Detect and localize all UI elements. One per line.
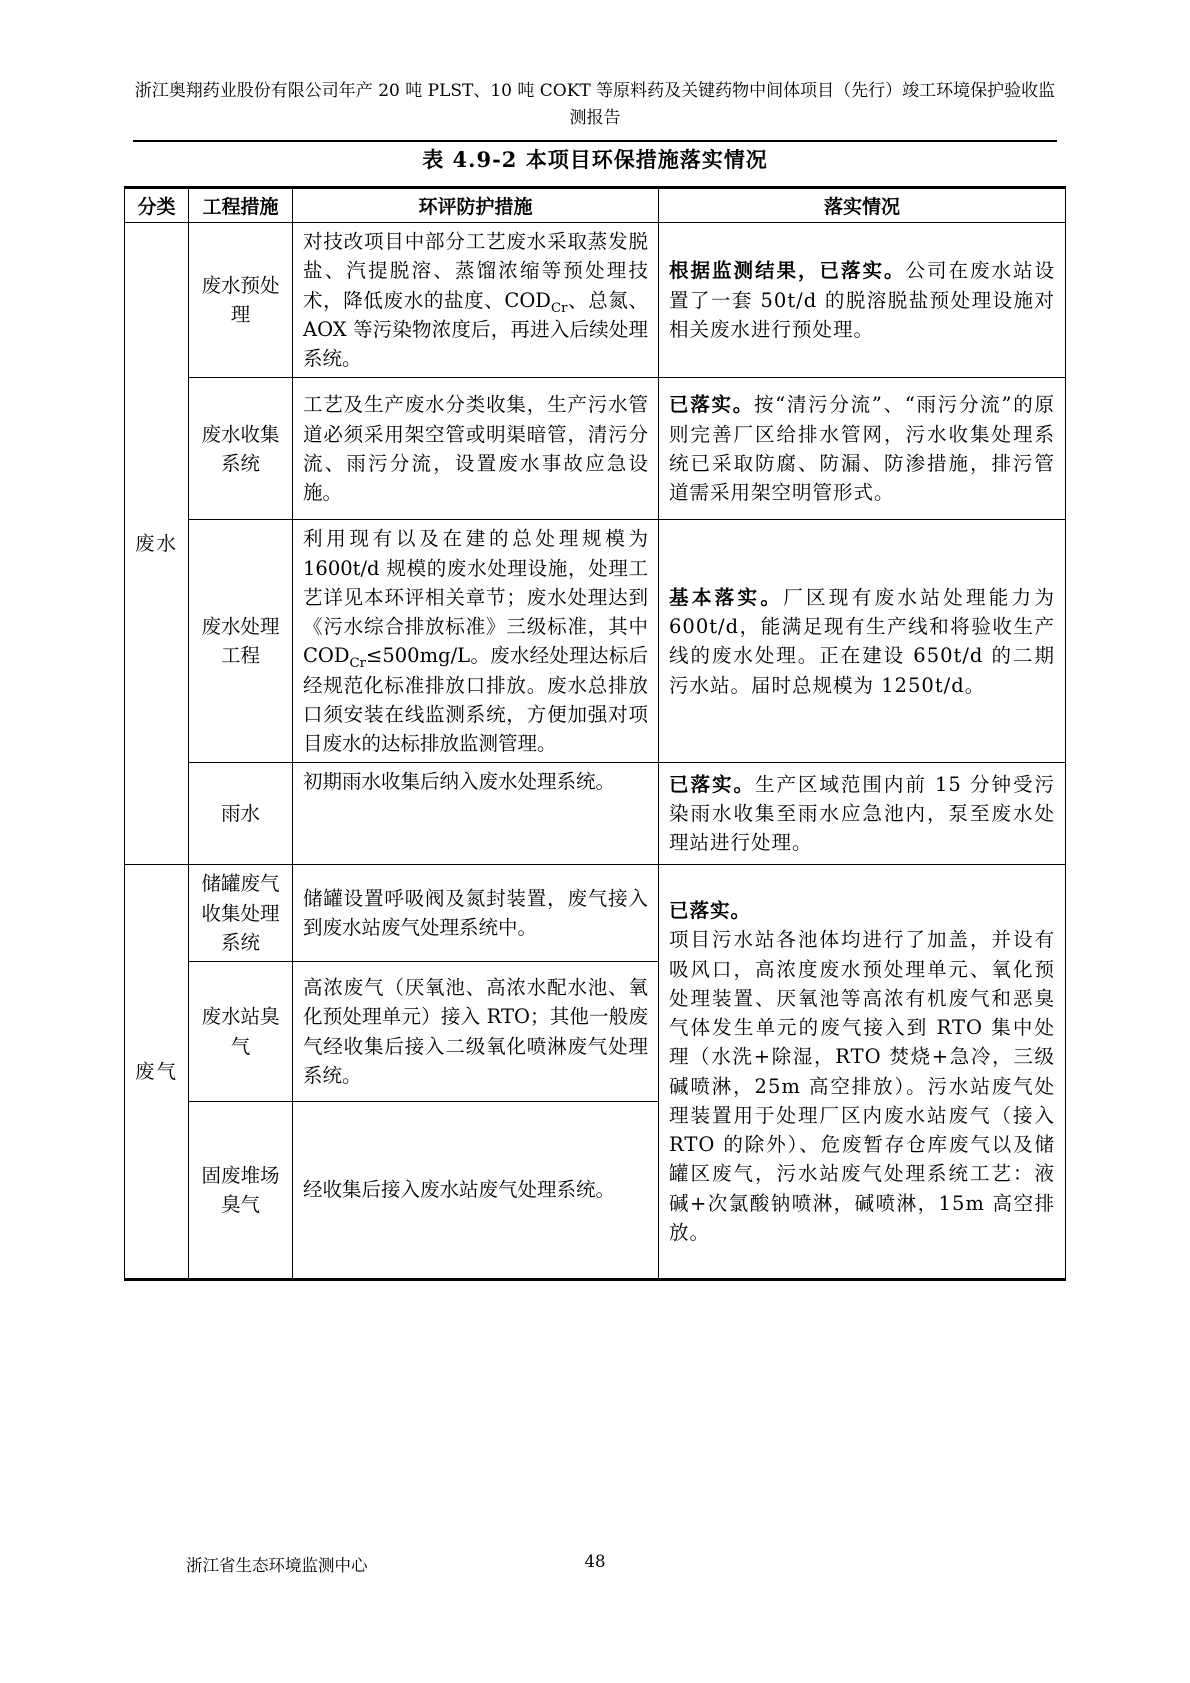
table-row	[125, 865, 1066, 962]
status-treatment-project	[659, 520, 1066, 763]
status-verdict: 已落实。	[669, 899, 752, 923]
status-collection-system	[659, 378, 1066, 520]
column-header-eia: 环评防护措施	[293, 188, 659, 223]
eia-text: ≤500mg/L。废水经处理达标后经规范化标准排放口排放。废水总排放口须安装在线监测系统，方便加强对项目废水的达标排放监测管理。	[303, 644, 648, 755]
report-header: 浙江奥翔药业股份有限公司年产 20 吨 PLST、10 吨 COKT 等原料药及关键药物中间体项目（先行）竣工环境保护验收监测报告	[133, 78, 1057, 142]
eia-treatment-project	[293, 520, 659, 763]
table-row	[125, 378, 1066, 520]
category-wastewater: 废水	[125, 223, 189, 865]
column-header-category: 分类	[125, 188, 189, 223]
cod-subscript: Cr	[550, 300, 568, 316]
eia-collection-system: 工艺及生产废水分类收集，生产污水管道必须采用架空管或明渠暗管，清污分流、雨污分流，设置废水事故应急设施。	[293, 378, 659, 520]
measure-tank-gas-system: 储罐废气收集处理系统	[189, 865, 293, 962]
eia-tank-gas-system: 储罐设置呼吸阀及氮封装置，废气接入到废水站废气处理系统中。	[293, 865, 659, 962]
status-verdict: 基本落实。	[669, 585, 784, 609]
eia-pretreatment	[293, 223, 659, 378]
column-header-measure: 工程措施	[189, 188, 293, 223]
status-detail: 生产区域范围内前 15 分钟受污染雨水收集至雨水应急池内，泵至废水处理站进行处理。	[669, 772, 1055, 855]
status-pretreatment	[659, 223, 1066, 378]
measure-collection-system: 废水收集系统	[189, 378, 293, 520]
status-detail: 公司在废水站设置了一套 50t/d 的脱溶脱盐预处理设施对相关废水进行预处理。	[669, 259, 1055, 341]
measure-pretreatment: 废水预处理	[189, 223, 293, 378]
footer-organization: 浙江省生态环境监测中心	[186, 1556, 368, 1575]
eia-text: 对技改项目中部分工艺废水采取蒸发脱盐、汽提脱溶、蒸馏浓缩等预处理技术，降低废水的盐度、COD	[303, 230, 648, 312]
table-header-row	[125, 188, 1066, 223]
eia-text: 、总氮、AOX 等污染物浓度后，再进入后续处理系统。	[303, 288, 648, 370]
status-rainwater	[659, 763, 1066, 865]
status-verdict: 根据监测结果，已落实。	[669, 259, 906, 283]
category-waste-gas: 废气	[125, 865, 189, 1280]
table-row	[125, 520, 1066, 763]
table-row	[125, 223, 1066, 378]
cod-subscript: Cr	[349, 656, 367, 672]
eia-rainwater: 初期雨水收集后纳入废水处理系统。	[293, 763, 659, 865]
status-detail: 按“清污分流”、“雨污分流”的原则完善厂区给排水管网，污水收集处理系统已采取防腐、防漏、防渗措施，排污管道需采用架空明管形式。	[669, 393, 1055, 504]
page-number: 48	[584, 1552, 606, 1571]
status-verdict: 已落实。	[669, 393, 754, 417]
eia-text: 利用现有以及在建的总处理规模为 1600t/d 规模的废水处理设施，处理工艺详见本环评相关章节；废水处理达到《污水综合排放标准》三级标准，其中 COD	[303, 527, 648, 668]
measure-station-odor: 废水站臭气	[189, 962, 293, 1102]
table-row	[125, 763, 1066, 865]
measures-table	[124, 186, 1066, 1281]
table-title: 表 4.9-2 本项目环保措施落实情况	[422, 147, 768, 172]
status-detail: 项目污水站各池体均进行了加盖，并设有吸风口，高浓度废水预处理单元、氧化预处理装置、厌氧池等高浓有机废气和恶臭气体发生单元的废气接入到 RTO 集中处理（水洗+除湿，RTO 焚烧+急冷，三级碱喷淋，25m 高空排放）。污水站废气处理装置用于处理厂区内废水站废气（接入 RTO 的除外）、危废暂存仓库废气以及储罐区废气，污水站废气处理系统工艺：液碱+次氯酸钠喷淋，碱喷淋，15m 高空排放。	[669, 928, 1055, 1244]
status-verdict: 已落实。	[669, 772, 755, 796]
status-waste-gas	[659, 865, 1066, 1280]
measure-solid-waste-odor: 固废堆场臭气	[189, 1102, 293, 1280]
measure-treatment-project: 废水处理工程	[189, 520, 293, 763]
eia-station-odor: 高浓废气（厌氧池、高浓水配水池、氧化预处理单元）接入 RTO；其他一般废气经收集后接入二级氧化喷淋废气处理系统。	[293, 962, 659, 1102]
status-detail: 厂区现有废水站处理能力为 600t/d，能满足现有生产线和将验收生产线的废水处理。正在建设 650t/d 的二期污水站。届时总规模为 1250t/d。	[669, 585, 1055, 697]
column-header-status: 落实情况	[659, 188, 1066, 223]
eia-solid-waste-odor: 经收集后接入废水站废气处理系统。	[293, 1102, 659, 1280]
measure-rainwater: 雨水	[189, 763, 293, 865]
